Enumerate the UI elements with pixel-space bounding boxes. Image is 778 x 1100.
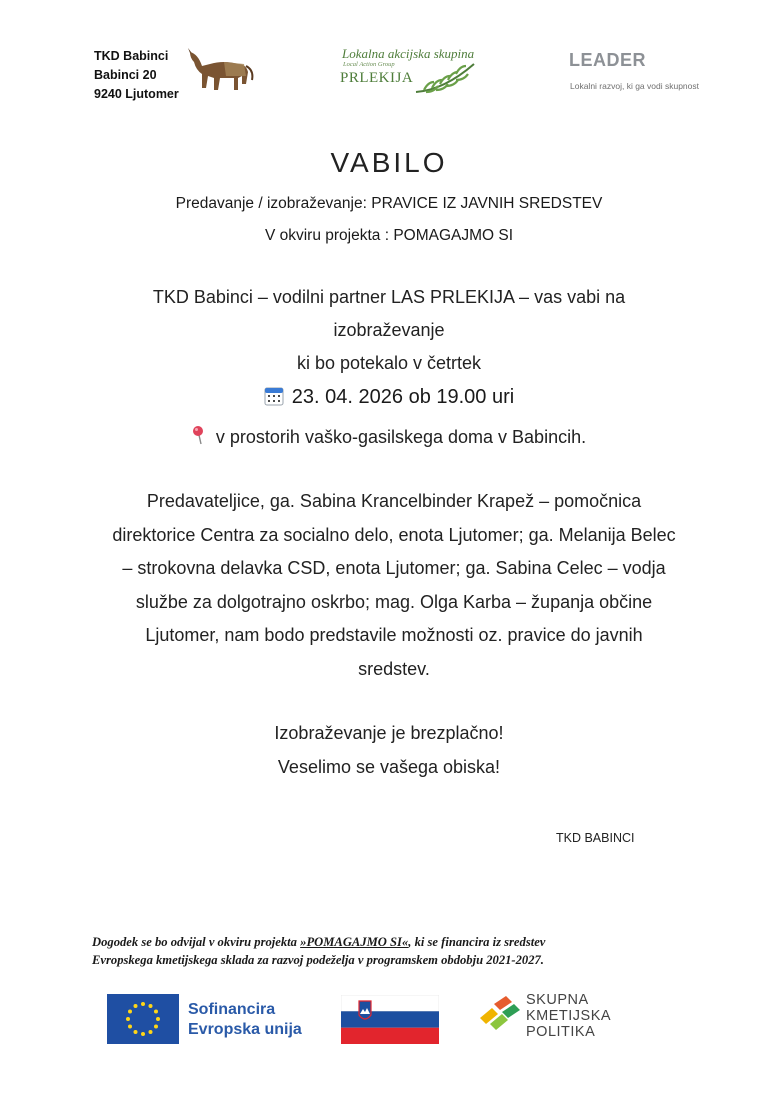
speakers-line: sredstev. [358, 658, 430, 679]
welcome-line: Veselimo se vašega obiska! [277, 757, 501, 777]
eu-line-1: Sofinancira [188, 1001, 276, 1018]
goat-logo [180, 44, 256, 94]
eu-star [134, 1004, 138, 1008]
las-wheat-logo [414, 60, 478, 96]
skp-line-3: POLITIKA [526, 1024, 596, 1040]
intro-line-3: ki bo potekalo v četrtek [296, 353, 482, 373]
org-street: Babinci 20 [94, 68, 157, 82]
leader-tagline: Lokalni razvoj, ki ga vodi skupnost [570, 81, 699, 91]
funding-note [92, 933, 692, 969]
eu-star [141, 1002, 145, 1006]
eu-cofunding-text [188, 1000, 302, 1040]
eu-line-2: Evropska unija [188, 1021, 302, 1038]
eu-star [126, 1017, 130, 1021]
leader-title: LEADER [569, 50, 647, 70]
skp-text [526, 992, 611, 1040]
invitation-title: VABILO [330, 147, 448, 178]
speakers-line: Ljutomer, nam bodo predstavile možnosti oz. pravice do javnih [145, 625, 643, 645]
eu-star [128, 1025, 132, 1029]
eu-star [154, 1010, 158, 1014]
speakers-paragraph [96, 485, 692, 686]
eu-flag-icon [107, 994, 179, 1044]
eu-star [149, 1004, 153, 1008]
funding-note-part2: , ki se financira iz sredstev [408, 935, 546, 949]
speakers-line: – strokovna delavka CSD, enota Ljutomer; ga. Sabina Celec – vodja [122, 558, 666, 578]
event-date-line [0, 386, 778, 409]
org-name: TKD Babinci [94, 49, 169, 63]
signature: TKD BABINCI [556, 831, 635, 845]
organizer-address [94, 47, 179, 104]
lecture-prefix: Predavanje / izobraževanje: [175, 195, 367, 212]
funding-project-name: »POMAGAJMO SI« [300, 935, 409, 949]
eu-star [149, 1030, 153, 1034]
las-subtitle: Local Action Group [343, 61, 395, 68]
project-line: V okviru projekta : POMAGAJMO SI [264, 227, 514, 244]
las-name: PRLEKIJA [340, 70, 414, 86]
speakers-line: službe za dolgotrajno oskrbo; mag. Olga Karba – županja občine [135, 591, 653, 612]
eu-star [141, 1032, 145, 1036]
speakers-line: direktorice Centra za socialno delo, enota Ljutomer; ga. Melanija Belec [112, 524, 676, 545]
intro-line-1: TKD Babinci – vodilni partner LAS PRLEKIJA – vas vabi na [152, 287, 626, 307]
org-city: 9240 Ljutomer [94, 87, 179, 101]
free-entry-line: Izobraževanje je brezplačno! [274, 723, 504, 743]
event-location: v prostorih vaško-gasilskega doma v Babincih. [215, 427, 587, 447]
intro-line-2: izobraževanje [333, 320, 445, 340]
skp-line-2: KMETIJSKA [526, 1008, 612, 1024]
lecture-name: PRAVICE IZ JAVNIH SREDSTEV [371, 195, 603, 212]
speakers-line: Predavateljice, ga. Sabina Krancelbinder Krapež – pomočnica [146, 491, 642, 511]
eu-star [156, 1017, 160, 1021]
las-title: Lokalna akcijska skupina [342, 46, 475, 61]
eu-star [134, 1030, 138, 1034]
lecture-line [0, 195, 778, 213]
funding-note-part1: Dogodek se bo odvijal v okviru projekta [92, 935, 297, 949]
event-location-line [0, 425, 778, 448]
event-date-time: 23. 04. 2026 ob 19.00 uri [291, 386, 515, 408]
location-pin-icon [192, 425, 206, 445]
funding-note-line-2: Evropskega kmetijskega sklada za razvoj podeželja v programskem obdobju 2021-2027. [92, 953, 544, 967]
skp-logo-icon [478, 994, 524, 1030]
skp-line-1: SKUPNA [526, 992, 589, 1008]
eu-star [128, 1010, 132, 1014]
eu-star [154, 1025, 158, 1029]
slovenia-flag-icon [341, 995, 439, 1044]
funding-note-line-1 [92, 933, 692, 951]
calendar-icon [264, 386, 284, 406]
